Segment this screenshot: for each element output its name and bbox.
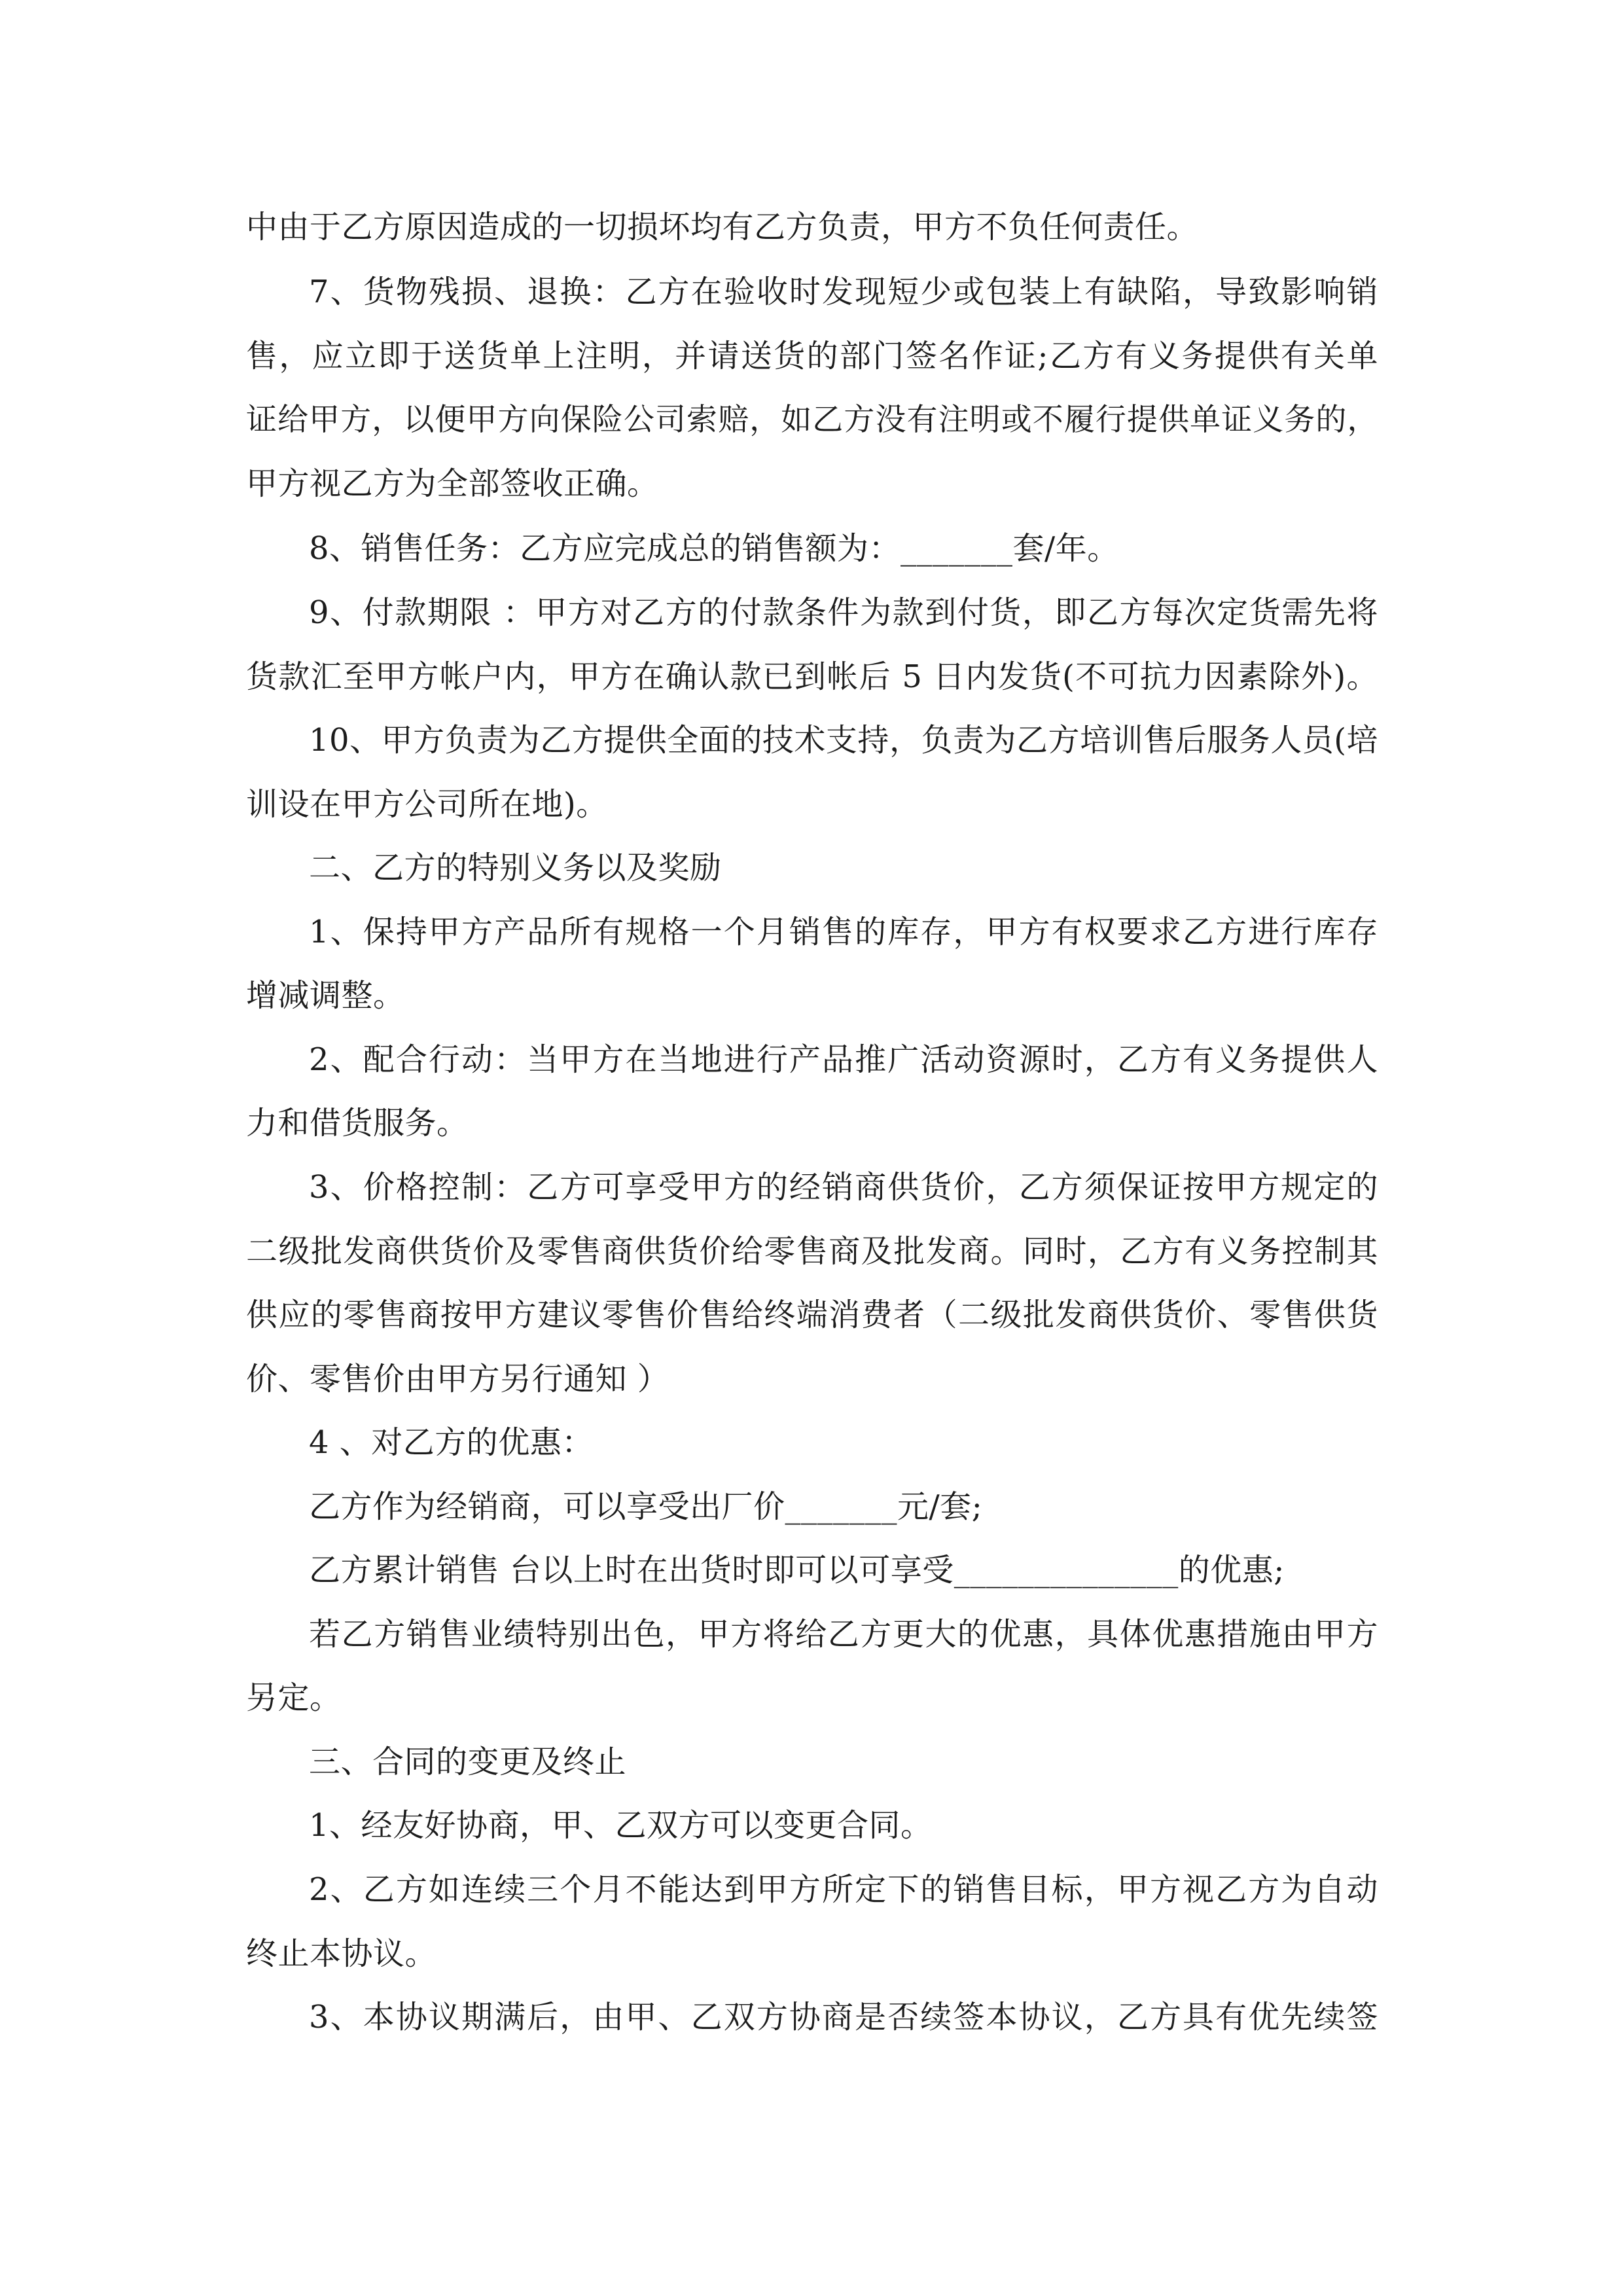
text-line: 货款汇至甲方帐户内，甲方在确认款已到帐后 5 日内发货(不可抗力因素除外)。 [246,658,1378,695]
text-line: 7、货物残损、退换：乙方在验收时发现短少或包装上有缺陷，导致影响销 [309,274,1378,310]
text-line: 训设在甲方公司所在地)。 [246,786,608,823]
section-heading: 三、合同的变更及终止 [309,1744,627,1780]
text-line: 供应的零售商按甲方建议零售价售给终端消费者（二级批发商供货价、零售供货 [246,1297,1378,1333]
text-line: 证给甲方，以便甲方向保险公司索赔，如乙方没有注明或不履行提供单证义务的， [246,402,1378,438]
text-line: 9、付款期限 ：甲方对乙方的付款条件为款到付货，即乙方每次定货需先将 [309,594,1378,631]
text-line: 2、配合行动：当甲方在当地进行产品推广活动资源时，乙方有义务提供人 [309,1041,1378,1078]
text-line: 力和借货服务。 [246,1105,469,1141]
text-line: 甲方视乙方为全部签收正确。 [246,465,659,502]
text-line: 8、销售任务：乙方应完成总的销售额为：_______套/年。 [309,530,1119,567]
text-line: 2、乙方如连续三个月不能达到甲方所定下的销售目标，甲方视乙方为自动 [309,1871,1378,1908]
text-line: 增减调整。 [246,977,405,1014]
text-line: 价、零售价由甲方另行通知 ） [246,1361,669,1397]
text-line: 3、本协议期满后，由甲、乙双方协商是否续签本协议，乙方具有优先续签 [309,1999,1378,2036]
text-line: 乙方作为经销商，可以享受出厂价_______元/套; [309,1488,983,1525]
text-line: 3、价格控制：乙方可享受甲方的经销商供货价，乙方须保证按甲方规定的 [309,1169,1378,1206]
text-line: 另定。 [246,1679,342,1716]
text-line: 10、甲方负责为乙方提供全面的技术支持，负责为乙方培训售后服务人员(培 [309,722,1378,759]
text-line: 1、经友好协商，甲、乙双方可以变更合同。 [309,1807,933,1844]
text-line: 中由于乙方原因造成的一切损坏均有乙方负责，甲方不负任何责任。 [246,209,1199,245]
text-line: 终止本协议。 [246,1935,437,1972]
text-line: 乙方累计销售 台以上时在出货时即可以可享受______________的优惠; [309,1552,1285,1588]
text-line: 若乙方销售业绩特别出色，甲方将给乙方更大的优惠，具体优惠措施由甲方 [309,1616,1378,1653]
text-line: 4 、对乙方的优惠： [309,1424,594,1461]
section-heading: 二、乙方的特别义务以及奖励 [309,850,722,886]
text-line: 二级批发商供货价及零售商供货价给零售商及批发商。同时，乙方有义务控制其 [246,1233,1378,1270]
text-line: 1、保持甲方产品所有规格一个月销售的库存，甲方有权要求乙方进行库存 [309,914,1378,950]
text-line: 售，应立即于送货单上注明，并请送货的部门签名作证;乙方有义务提供有关单 [246,338,1378,374]
